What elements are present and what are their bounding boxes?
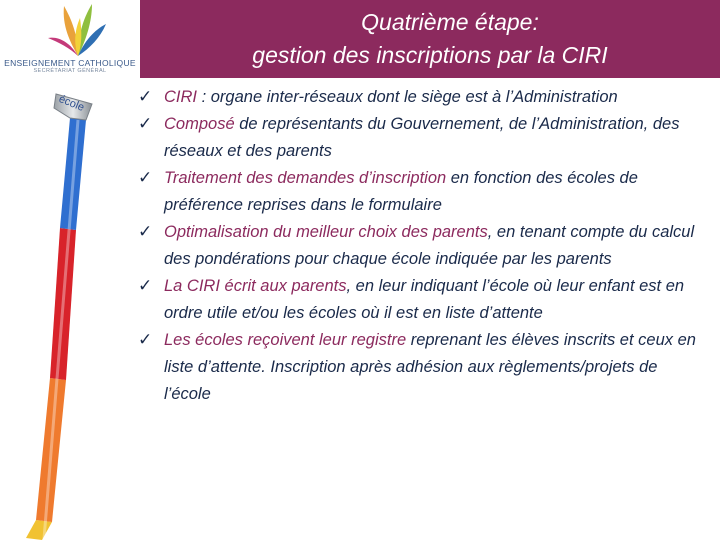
list-item bbox=[138, 165, 698, 219]
list-item bbox=[138, 84, 698, 111]
bullet-highlight: Optimalisation du meilleur choix des parents bbox=[164, 223, 488, 241]
list-item bbox=[138, 219, 698, 273]
list-item bbox=[138, 273, 698, 327]
list-item bbox=[138, 111, 698, 165]
check-icon: ✓ bbox=[138, 114, 153, 134]
bullet-highlight: CIRI bbox=[164, 88, 197, 106]
logo-leaves-icon bbox=[48, 2, 108, 58]
logo-subtitle: SECRÉTARIAT GÉNÉRAL bbox=[33, 68, 107, 74]
check-icon: ✓ bbox=[138, 276, 153, 296]
check-icon: ✓ bbox=[138, 168, 153, 188]
title-line-2: gestion des inscriptions par la CIRI bbox=[252, 42, 608, 68]
pencil-label: école bbox=[57, 93, 86, 114]
check-icon: ✓ bbox=[138, 330, 153, 350]
list-item bbox=[138, 327, 698, 408]
bullet-highlight: Composé bbox=[164, 115, 235, 133]
bullet-text: , en leur indiquant l’école où leur enfant est en ordre utile et/ou les écoles où il est en liste d’attente bbox=[164, 277, 685, 322]
bullet-text: en fonction des écoles de préférence reprises dans le formulaire bbox=[164, 169, 638, 214]
bullet-list bbox=[138, 84, 698, 408]
title-line-1: Quatrième étape: bbox=[361, 9, 539, 35]
check-icon: ✓ bbox=[138, 87, 153, 107]
logo-name: ENSEIGNEMENT CATHOLIQUE bbox=[4, 58, 136, 68]
logo bbox=[0, 0, 140, 78]
bullet-highlight: La CIRI écrit aux parents bbox=[164, 277, 347, 295]
bullet-highlight: Les écoles reçoivent leur registre bbox=[164, 331, 407, 349]
bullet-text: , en tenant compte du calcul des pondérations pour chaque école indiquée par les parents bbox=[164, 223, 695, 268]
pencil-illustration bbox=[0, 78, 140, 540]
bullet-text: : organe inter-réseaux dont le siège est à l’Administration bbox=[197, 88, 618, 106]
bullet-highlight: Traitement des demandes d’inscription bbox=[164, 169, 447, 187]
bullet-text: reprenant les élèves inscrits et ceux en liste d’attente. Inscription après adhésion aux règlements/projets de l’école bbox=[164, 331, 696, 403]
bullet-text: de représentants du Gouvernement, de l’Administration, des réseaux et des parents bbox=[164, 115, 680, 160]
slide-title bbox=[140, 0, 720, 78]
check-icon: ✓ bbox=[138, 222, 153, 242]
